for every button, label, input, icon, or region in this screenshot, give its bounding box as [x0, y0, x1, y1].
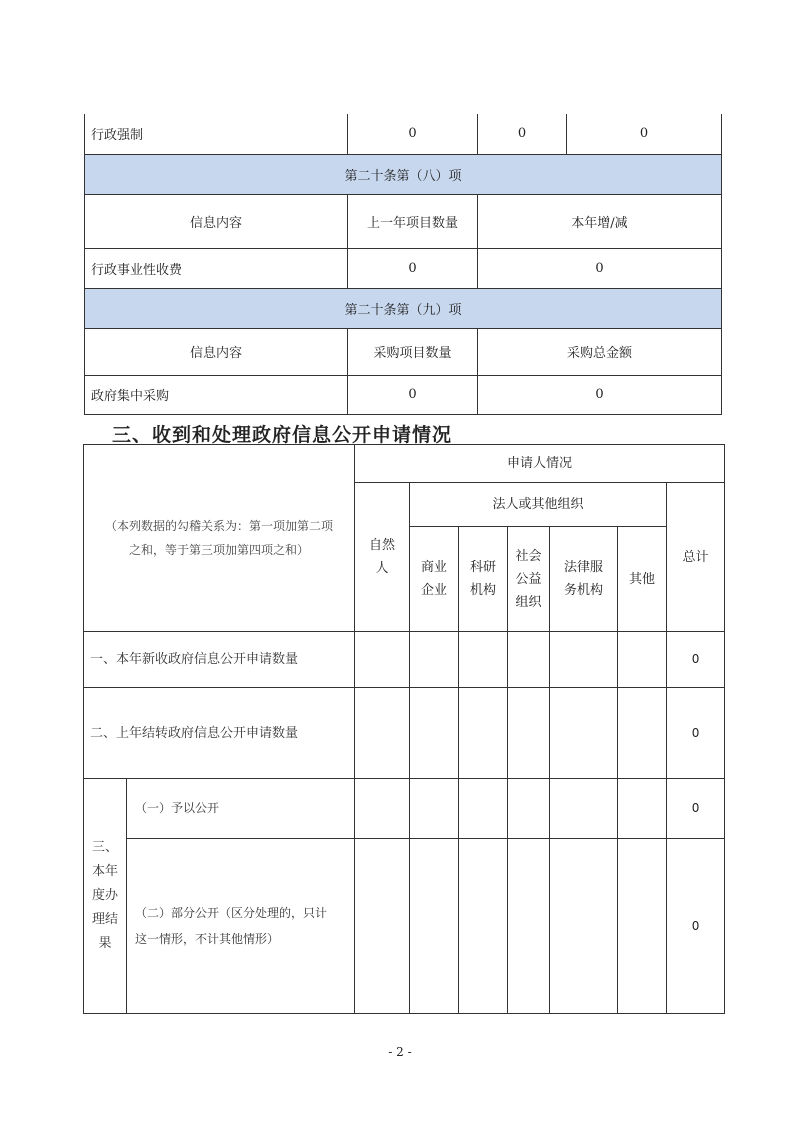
table-row	[85, 248, 722, 288]
cell-value: 0	[478, 114, 567, 154]
header-text: 法律服	[564, 560, 604, 575]
header-other: 其他	[618, 527, 667, 632]
cell-empty	[508, 632, 550, 688]
group-label-text: 本年	[91, 864, 118, 879]
note-line: 之和，等于第三项加第四项之和）	[129, 543, 310, 557]
cell-empty	[550, 688, 618, 779]
cell-value: 0	[567, 114, 722, 154]
header-social-welfare	[508, 527, 550, 632]
row-label-partial-disclosure	[127, 839, 355, 1014]
cell-empty	[459, 839, 508, 1014]
cell-empty	[508, 779, 550, 839]
header-text: 企业	[421, 583, 448, 598]
row-label-administrative-enforcement: 行政强制	[85, 114, 348, 154]
cell-empty	[355, 839, 410, 1014]
cell-value: 0	[348, 375, 478, 414]
cell-empty	[508, 688, 550, 779]
row-label-disclosed: （一）予以公开	[127, 779, 355, 839]
note-line: （本列数据的勾稽关系为：第一项加第二项	[105, 519, 334, 533]
cell-value: 0	[478, 248, 722, 288]
cell-value: 0	[348, 248, 478, 288]
group-label-text: 度办	[91, 888, 118, 903]
page-number: - 2 -	[388, 1045, 412, 1059]
cell-total: 0	[667, 839, 725, 1014]
table-header-row	[85, 194, 722, 248]
section-8-title: 第二十条第（八）项	[85, 154, 722, 194]
header-text: 机构	[470, 583, 497, 598]
header-text: 科研	[470, 560, 497, 575]
header-text: 务机构	[564, 583, 604, 598]
section-9-title: 第二十条第（九）项	[85, 288, 722, 328]
header-legal-services	[550, 527, 618, 632]
cell-empty	[355, 688, 410, 779]
cell-empty	[410, 688, 459, 779]
cell-total: 0	[667, 688, 725, 779]
section-heading: 三、收到和处理政府信息公开申请情况	[112, 424, 453, 446]
header-natural-person	[355, 483, 410, 632]
cell-empty	[550, 839, 618, 1014]
section-band	[85, 154, 722, 194]
header-prev-year-count: 上一年项目数量	[348, 194, 478, 248]
header-row	[84, 445, 725, 483]
group-label-text: 三、	[91, 840, 118, 855]
header-applicant: 申请人情况	[355, 445, 725, 483]
cell-value: 0	[478, 375, 722, 414]
cell-empty	[355, 779, 410, 839]
label-text: （二）部分公开（区分处理的，只计	[135, 906, 328, 920]
header-text: 人	[375, 561, 389, 576]
cell-total: 0	[667, 632, 725, 688]
header-text: 商业	[421, 560, 448, 575]
info-statistics-table	[84, 114, 722, 415]
cell-empty	[410, 632, 459, 688]
cell-empty	[459, 779, 508, 839]
cell-empty	[508, 839, 550, 1014]
cell-empty	[618, 779, 667, 839]
header-research	[459, 527, 508, 632]
cell-empty	[410, 779, 459, 839]
cell-empty	[550, 632, 618, 688]
table-row	[84, 839, 725, 1014]
header-text: 公益	[515, 571, 542, 587]
header-info-content: 信息内容	[85, 328, 348, 375]
header-total: 总计	[667, 483, 725, 632]
cell-empty	[618, 839, 667, 1014]
row-label-new-requests: 一、本年新收政府信息公开申请数量	[84, 632, 355, 688]
section-band	[85, 288, 722, 328]
table-row	[84, 632, 725, 688]
label-text: 这一情形，不计其他情形）	[135, 932, 280, 946]
header-text: 自然	[369, 538, 396, 553]
disclosure-requests-table	[83, 444, 725, 1014]
table-row	[84, 688, 725, 779]
header-text: 社会	[515, 548, 542, 564]
header-year-change: 本年增/减	[478, 194, 722, 248]
cell-empty	[355, 632, 410, 688]
cell-empty	[618, 688, 667, 779]
header-legal-entities: 法人或其他组织	[410, 483, 667, 527]
cell-value: 0	[348, 114, 478, 154]
cell-total: 0	[667, 779, 725, 839]
header-purchase-count: 采购项目数量	[348, 328, 478, 375]
row-label-admin-fees: 行政事业性收费	[85, 248, 348, 288]
table-row	[85, 375, 722, 414]
table-row	[84, 779, 725, 839]
header-text: 组织	[515, 594, 542, 610]
table-row	[85, 114, 722, 154]
group-label-text: 果	[98, 936, 112, 951]
row-label-central-procurement: 政府集中采购	[85, 375, 348, 414]
header-purchase-amount: 采购总金额	[478, 328, 722, 375]
table-header-row	[85, 328, 722, 375]
cell-empty	[618, 632, 667, 688]
column-note	[84, 445, 355, 632]
cell-empty	[459, 688, 508, 779]
header-info-content: 信息内容	[85, 194, 348, 248]
cell-empty	[459, 632, 508, 688]
cell-empty	[410, 839, 459, 1014]
group-label-text: 理结	[91, 912, 118, 927]
row-group-results	[84, 779, 127, 1014]
header-business	[410, 527, 459, 632]
row-label-carried-over: 二、上年结转政府信息公开申请数量	[84, 688, 355, 779]
cell-empty	[550, 779, 618, 839]
